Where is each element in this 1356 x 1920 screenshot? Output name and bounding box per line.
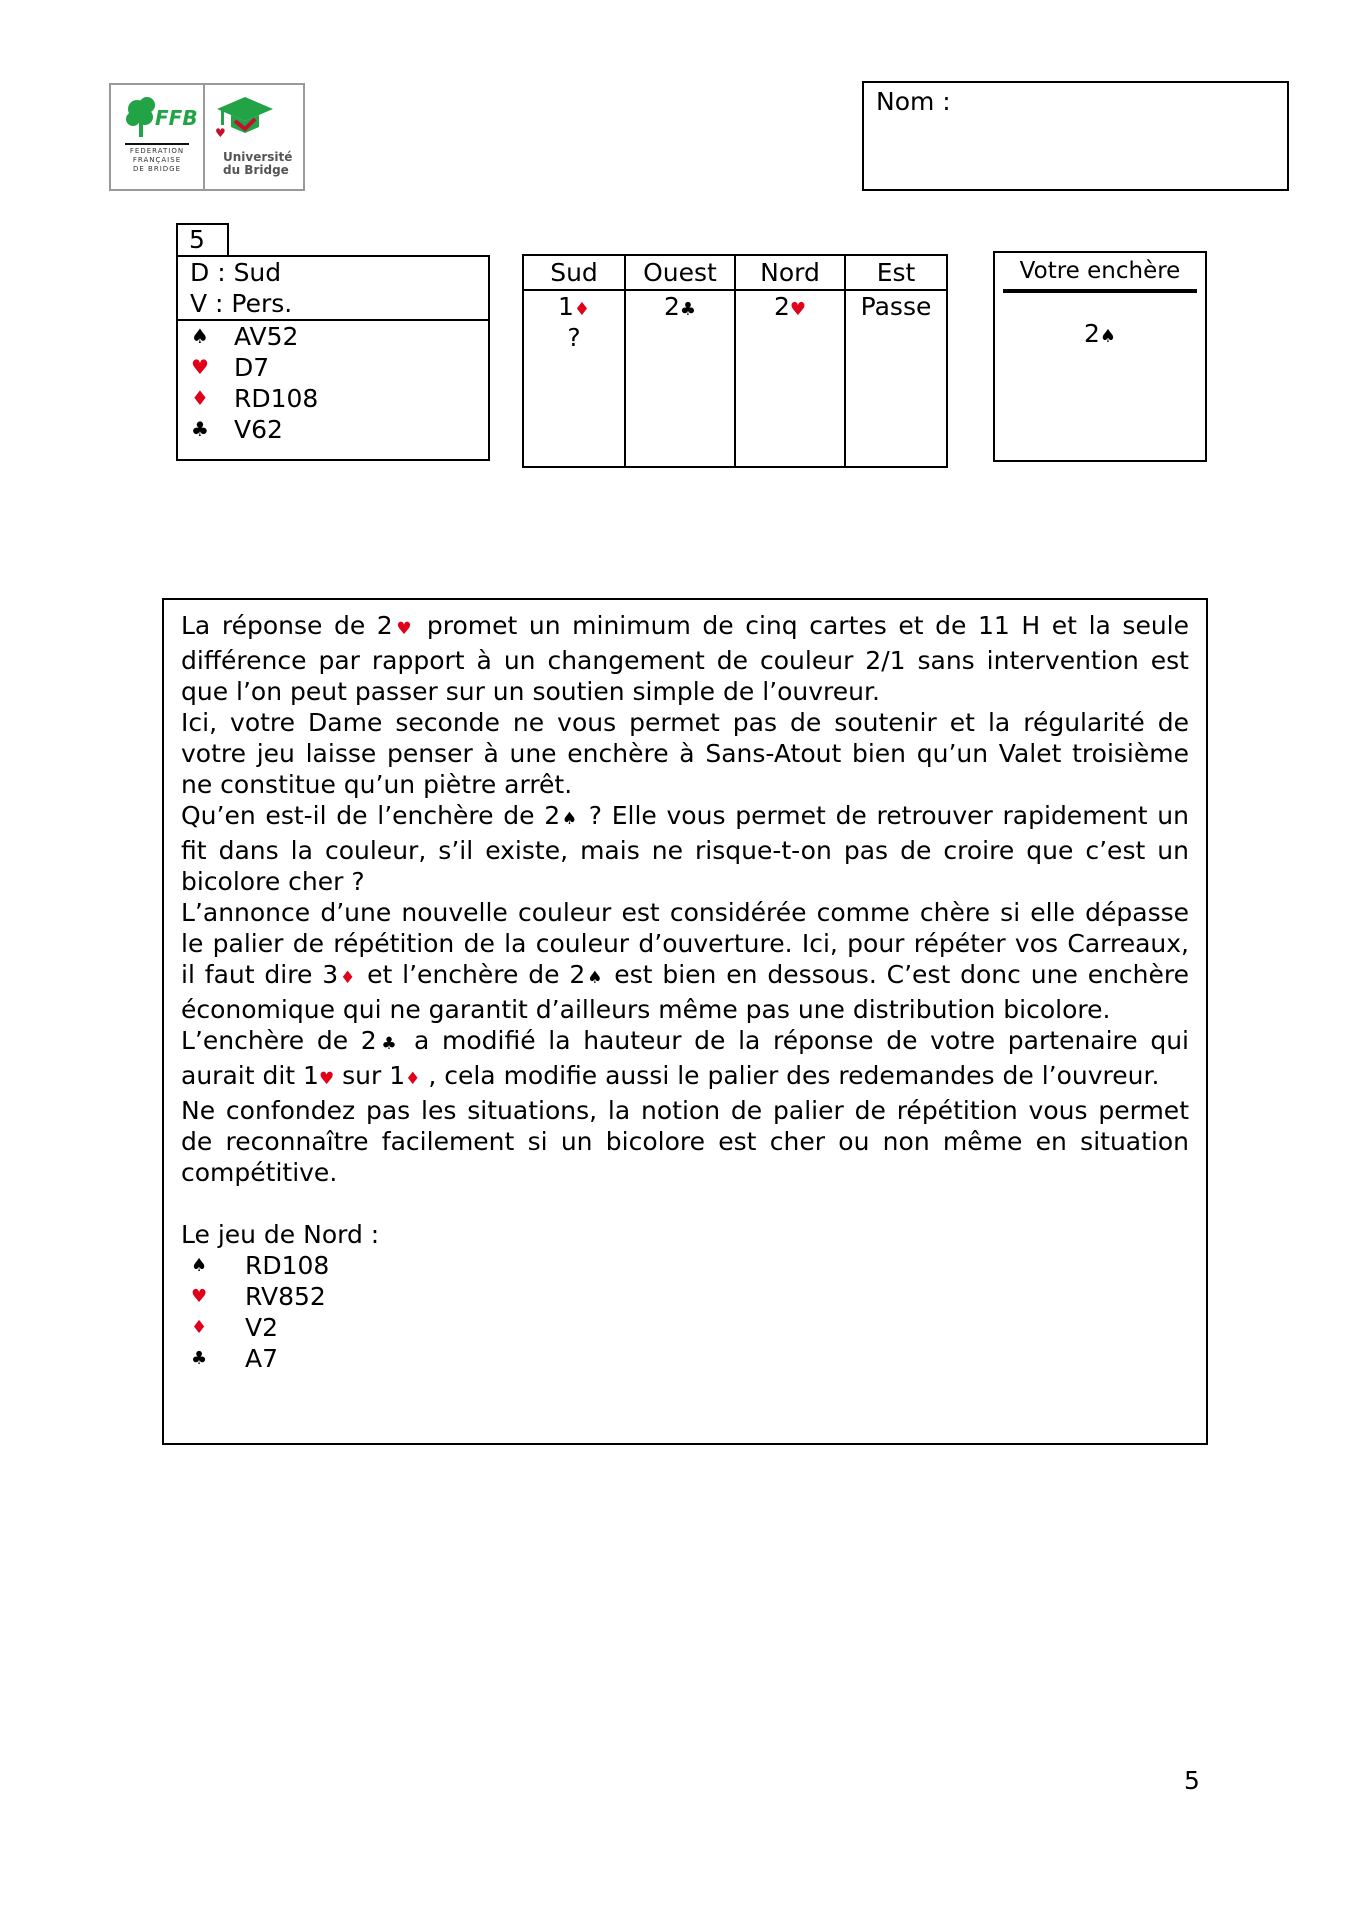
bid-cell bbox=[524, 322, 624, 353]
bid-column-ouest bbox=[626, 256, 736, 466]
hand-row bbox=[178, 321, 488, 352]
spade-icon: ♠ bbox=[1099, 326, 1117, 347]
north-hand-row bbox=[181, 1312, 1189, 1343]
text-run: L’annonce d’une nouvelle couleur est considérée comme chère si elle dépasse le palier de répétition de la couleur d’ouverture. Ici, pour répéter vos Carreaux, il faut dire 3 bbox=[181, 898, 1189, 989]
text-run: L’enchère de 2 bbox=[181, 1026, 377, 1055]
ffb-logo bbox=[109, 83, 305, 191]
club-icon: ♣ bbox=[191, 417, 209, 441]
text-run: et l’enchère de 2 bbox=[357, 960, 586, 989]
vulnerability-text: V : Pers. bbox=[190, 289, 293, 318]
spacer bbox=[181, 1188, 1189, 1219]
text-run: La réponse de 2 bbox=[181, 611, 393, 640]
north-hand-cards: V2 bbox=[245, 1313, 279, 1342]
hand-cards: D7 bbox=[234, 353, 270, 382]
text-run: sur 1 bbox=[334, 1061, 406, 1090]
explanation-paragraph bbox=[181, 1025, 1189, 1095]
text-run: Ici, votre Dame seconde ne vous permet pas de soutenir et la régularité de votre jeu laisse penser à une enchère à Sans-Atout bien qu’un Valet troisième ne constitue qu’un piètre arrêt. bbox=[181, 708, 1189, 799]
bid-cell bbox=[626, 322, 734, 353]
your-bid-level: 2 bbox=[1083, 319, 1100, 348]
bid-cell bbox=[736, 291, 844, 322]
north-hand-cards: A7 bbox=[245, 1344, 279, 1373]
diamond-icon: ♦ bbox=[573, 299, 591, 320]
bid-cell bbox=[846, 291, 946, 322]
north-hand-cards: RV852 bbox=[245, 1282, 326, 1311]
bid-cell bbox=[524, 291, 624, 322]
diamond-icon: ♦ bbox=[338, 968, 358, 988]
north-hand-title: Le jeu de Nord : bbox=[181, 1220, 380, 1249]
tree-icon bbox=[123, 95, 198, 143]
hand-cards: RD108 bbox=[234, 384, 319, 413]
ffb-letters: FFB bbox=[155, 106, 198, 130]
bid-level: 1 bbox=[557, 292, 574, 321]
graduation-cap-icon bbox=[213, 95, 277, 139]
text-run: promet un minimum de cinq cartes et de 11 H et la seule différence par rapport à un changement de couleur 2/1 sans intervention est que l’on peut passer sur un soutien simple de l’ouvreur. bbox=[181, 611, 1190, 706]
diamond-icon: ♦ bbox=[405, 1069, 421, 1089]
bid-header: Nord bbox=[736, 256, 844, 291]
spade-icon: ♠ bbox=[585, 968, 605, 988]
deal-number: 5 bbox=[176, 223, 229, 257]
ffb-divider bbox=[125, 143, 189, 145]
south-hand-box bbox=[176, 255, 490, 461]
bid-level: ? bbox=[567, 323, 581, 352]
north-hand-row bbox=[181, 1343, 1189, 1374]
bid-cell bbox=[626, 291, 734, 322]
spade-icon: ♠ bbox=[191, 324, 209, 348]
text-run: est bien en dessous. C’est donc une enchère économique qui ne garantit d’ailleurs même pas une distribution bicolore. bbox=[181, 960, 1190, 1024]
text-run: Ne confondez pas les situations, la notion de palier de répétition vous permet de reconnaître facilement si un bicolore est cher ou non même en situation compétitive. bbox=[181, 1096, 1189, 1187]
bidding-table bbox=[522, 254, 948, 468]
hand-cards: AV52 bbox=[234, 322, 299, 351]
spade-icon: ♠ bbox=[560, 809, 579, 829]
bid-level: 2 bbox=[663, 292, 680, 321]
your-bid-box bbox=[993, 251, 1207, 462]
deal-info bbox=[178, 257, 488, 321]
bid-column-nord bbox=[736, 256, 846, 466]
ffb-subtitle: FEDERATION FRANÇAISE DE BRIDGE bbox=[129, 147, 185, 173]
your-bid-title: Votre enchère bbox=[1019, 258, 1181, 284]
north-hand-cards: RD108 bbox=[245, 1251, 330, 1280]
diamond-icon: ♦ bbox=[191, 1317, 208, 1338]
ffb-logo-panel bbox=[111, 85, 205, 189]
bid-column-sud bbox=[524, 256, 626, 466]
north-hand-row bbox=[181, 1250, 1189, 1281]
bid-column-est bbox=[846, 256, 946, 466]
spade-icon: ♠ bbox=[191, 1255, 208, 1276]
bid-header: Est bbox=[846, 256, 946, 291]
heart-icon: ♥ bbox=[191, 355, 209, 379]
explanation-paragraph bbox=[181, 800, 1189, 897]
club-icon: ♣ bbox=[191, 1348, 208, 1369]
univ-text: Université du Bridge bbox=[223, 150, 293, 177]
hand-cards: V62 bbox=[234, 415, 283, 444]
name-label: Nom : bbox=[876, 87, 951, 116]
explanation-paragraph bbox=[181, 610, 1189, 707]
your-bid-value bbox=[995, 319, 1205, 348]
bid-header: Ouest bbox=[626, 256, 734, 291]
bid-level: 2 bbox=[773, 292, 790, 321]
text-run: , cela modifie aussi le palier des redemandes de l’ouvreur. bbox=[420, 1061, 1160, 1090]
hand-row bbox=[178, 383, 488, 414]
bid-cell bbox=[846, 322, 946, 353]
heart-icon: ♥ bbox=[318, 1069, 335, 1089]
explanation-box bbox=[162, 598, 1208, 1445]
north-hand-row bbox=[181, 1281, 1189, 1312]
name-field[interactable] bbox=[862, 81, 1289, 191]
explanation-paragraph bbox=[181, 1095, 1189, 1188]
heart-icon: ♥ bbox=[191, 1286, 208, 1307]
text-run: a modifié la hauteur de la réponse de votre partenaire qui aurait dit 1 bbox=[181, 1026, 1189, 1090]
heart-icon: ♥ bbox=[215, 126, 226, 140]
bid-header: Sud bbox=[524, 256, 624, 291]
bid-level: Passe bbox=[860, 292, 932, 321]
page-number: 5 bbox=[1184, 1766, 1200, 1795]
hand-row bbox=[178, 352, 488, 383]
explanation-paragraph bbox=[181, 897, 1189, 1025]
bid-cell bbox=[736, 322, 844, 353]
south-hand bbox=[178, 321, 488, 445]
club-icon: ♣ bbox=[376, 1034, 402, 1054]
text-run: ? Elle vous permet de retrouver rapidement un fit dans la couleur, s’il existe, mais ne risque-t-on pas de croire que c’est un bicolore cher ? bbox=[181, 801, 1190, 896]
hand-row bbox=[178, 414, 488, 445]
univ-logo-panel bbox=[205, 85, 303, 189]
your-bid-divider bbox=[1003, 289, 1197, 293]
heart-icon: ♥ bbox=[392, 619, 416, 639]
heart-icon: ♥ bbox=[789, 299, 807, 320]
diamond-icon: ♦ bbox=[191, 386, 209, 410]
dealer-text: D : Sud bbox=[190, 258, 282, 287]
text-run: Qu’en est-il de l’enchère de 2 bbox=[181, 801, 561, 830]
explanation-paragraph bbox=[181, 707, 1189, 800]
club-icon: ♣ bbox=[679, 299, 697, 320]
